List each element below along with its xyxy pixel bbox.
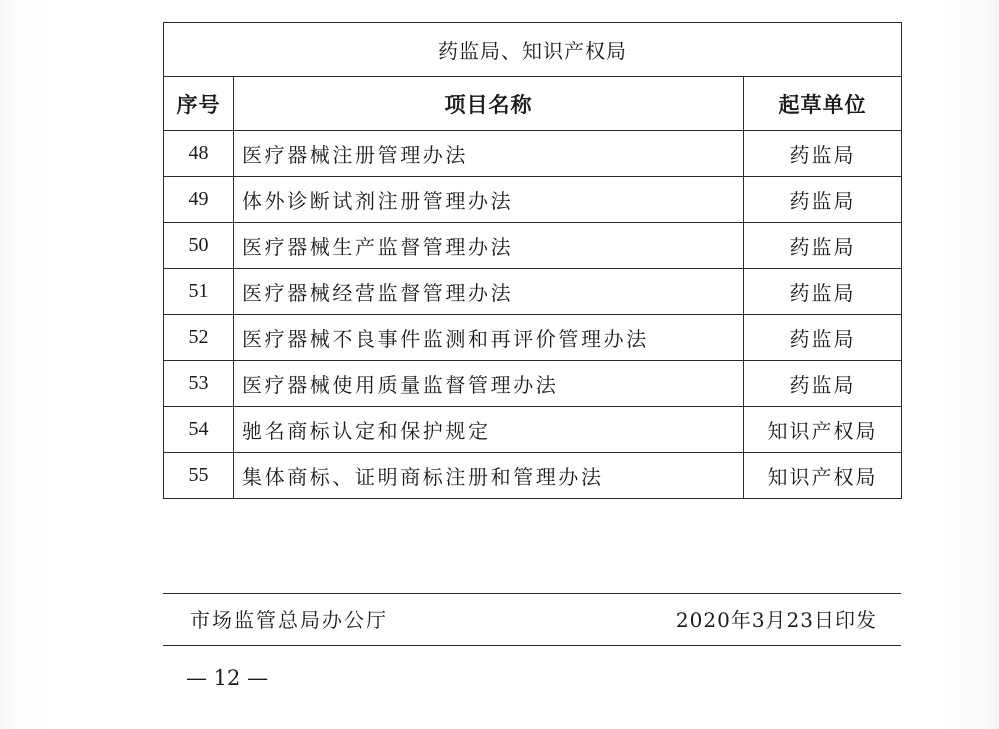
- table-row: [164, 269, 902, 315]
- table-row: [164, 407, 902, 453]
- row-project-name: 体外诊断试剂注册管理办法: [234, 177, 744, 223]
- row-drafting-unit: 药监局: [744, 361, 902, 407]
- department-title: 药监局、知识产权局: [164, 23, 902, 77]
- row-drafting-unit: 知识产权局: [744, 407, 902, 453]
- header-unit: 起草单位: [744, 77, 902, 131]
- row-drafting-unit: 药监局: [744, 223, 902, 269]
- issuer: 市场监管总局办公厅: [190, 608, 388, 632]
- row-number: 53: [164, 361, 234, 407]
- table-row: [164, 223, 902, 269]
- project-table: [163, 22, 902, 499]
- issue-date: 2020年3月23日印发: [675, 608, 877, 632]
- row-drafting-unit: 药监局: [744, 315, 902, 361]
- table-row: [164, 361, 902, 407]
- row-number: 52: [164, 315, 234, 361]
- table-row: [164, 453, 902, 499]
- row-number: 49: [164, 177, 234, 223]
- row-drafting-unit: 药监局: [744, 177, 902, 223]
- table-header-row: [164, 77, 902, 131]
- row-project-name: 驰名商标认定和保护规定: [234, 407, 744, 453]
- department-row: [164, 23, 902, 77]
- page-number: — 12 —: [186, 666, 269, 690]
- row-number: 51: [164, 269, 234, 315]
- row-project-name: 医疗器械使用质量监督管理办法: [234, 361, 744, 407]
- row-drafting-unit: 药监局: [744, 269, 902, 315]
- header-number: 序号: [164, 77, 234, 131]
- row-project-name: 医疗器械生产监督管理办法: [234, 223, 744, 269]
- row-project-name: 医疗器械经营监督管理办法: [234, 269, 744, 315]
- row-number: 50: [164, 223, 234, 269]
- footer-bottom-rule: [163, 645, 901, 646]
- row-number: 54: [164, 407, 234, 453]
- table-row: [164, 315, 902, 361]
- table-row: [164, 131, 902, 177]
- row-project-name: 集体商标、证明商标注册和管理办法: [234, 453, 744, 499]
- row-number: 55: [164, 453, 234, 499]
- header-name: 项目名称: [234, 77, 744, 131]
- row-project-name: 医疗器械不良事件监测和再评价管理办法: [234, 315, 744, 361]
- table-row: [164, 177, 902, 223]
- row-number: 48: [164, 131, 234, 177]
- footer-top-rule: [163, 593, 901, 594]
- row-drafting-unit: 知识产权局: [744, 453, 902, 499]
- row-project-name: 医疗器械注册管理办法: [234, 131, 744, 177]
- row-drafting-unit: 药监局: [744, 131, 902, 177]
